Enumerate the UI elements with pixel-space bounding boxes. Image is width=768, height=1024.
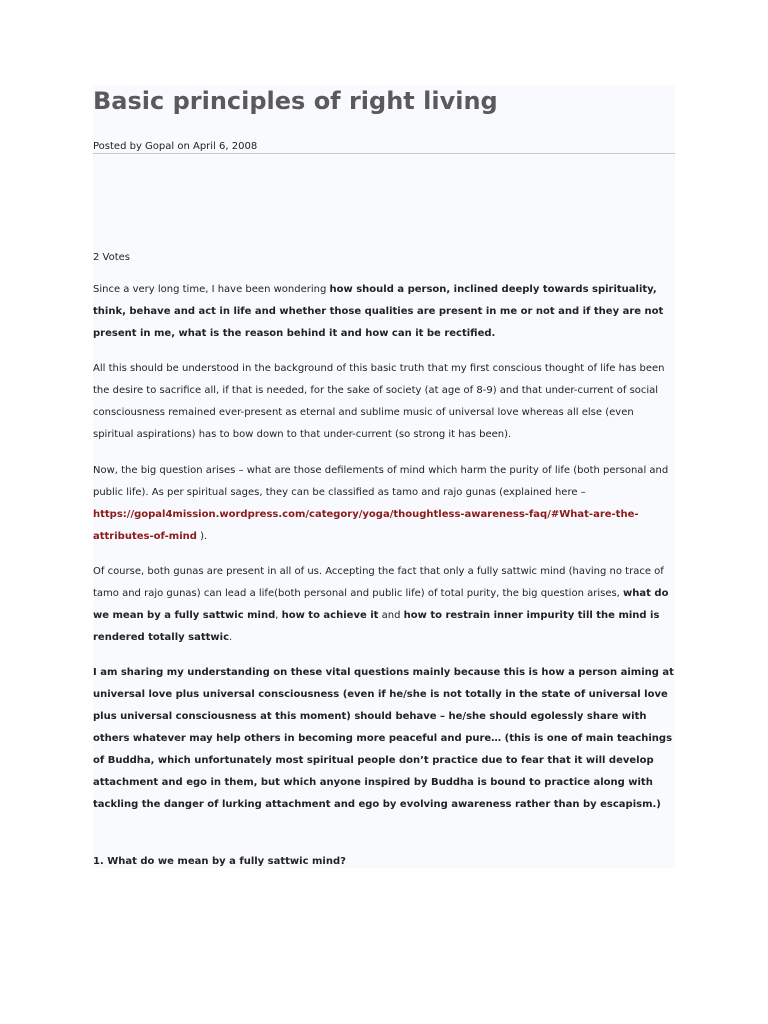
paragraph-question-text: Now, the big question arises – what are those defilements of mind which harm the purity of life (both personal and public life). As per spiritual sages, they can be classified as tamo and rajo gunas (explained here –: [93, 465, 669, 498]
paragraph-gunas-sep1: ,: [275, 610, 282, 621]
paragraph-intro-text: Since a very long time, I have been wondering: [93, 284, 330, 295]
question-sattwic-mind: what do we mean by a fully sattwic mind: [93, 588, 669, 621]
question-restrain: how to restrain inner impurity till the mind is rendered totally sattwic: [93, 610, 660, 643]
gunas-link[interactable]: https://gopal4mission.wordpress.com/category/yoga/thoughtless-awareness-faq/#What-are-the-attributes-of-mind: [93, 509, 639, 542]
paragraph-sharing: I am sharing my understanding on these vital questions mainly because this is how a person aiming at universal love plus universal consciousness (even if he/she is not totally in the state of universal love plus universal consciousness at this moment) should behave – he/she should egolessly share with others whatever may help others in becoming more peaceful and pure… (this is one of main teachings of Buddha, which unfortunately most spiritual people don’t practice due to fear that it will develop attachment and ego in them, but which anyone inspired by Buddha is bound to practice along with tackling the danger of lurking attachment and ego by evolving awareness rather than by escapism.): [93, 667, 674, 810]
paragraph-background: All this should be understood in the background of this basic truth that my first conscious thought of life has been the desire to sacrifice all, if that is needed, for the sake of society (at age of 8-9) and that under-current of social consciousness remained ever-present as eternal and sublime music of universal love whereas all else (even spiritual aspirations) has to bow down to that under-current (so strong it has been).: [93, 363, 665, 440]
question-achieve: how to achieve it: [281, 610, 379, 621]
paragraph-question: [93, 460, 675, 548]
article-panel: [93, 86, 675, 868]
section-heading-1: 1. What do we mean by a fully sattwic mind?: [93, 856, 346, 867]
paragraph-gunas-sep2: and: [378, 610, 404, 621]
post-meta: Posted by Gopal on April 6, 2008: [93, 140, 675, 154]
paragraph-gunas: [93, 561, 675, 649]
paragraph-gunas-text: Of course, both gunas are present in all of us. Accepting the fact that only a fully sattwic mind (having no trace of tamo and rajo gunas) can lead a life(both personal and public life) of total purity, the big question arises,: [93, 566, 664, 599]
votes-count: 2 Votes: [93, 252, 131, 263]
paragraph-question-end: ).: [196, 531, 208, 542]
paragraph-gunas-end: .: [229, 632, 233, 643]
paragraph-intro: [93, 279, 675, 345]
page-title: Basic principles of right living: [93, 87, 498, 115]
paragraph-intro-bold: how should a person, inclined deeply towards spirituality, think, behave and act in life and whether those qualities are present in me or not and if they are not present in me, what is the reason behind it and how can it be rectified.: [93, 284, 664, 339]
